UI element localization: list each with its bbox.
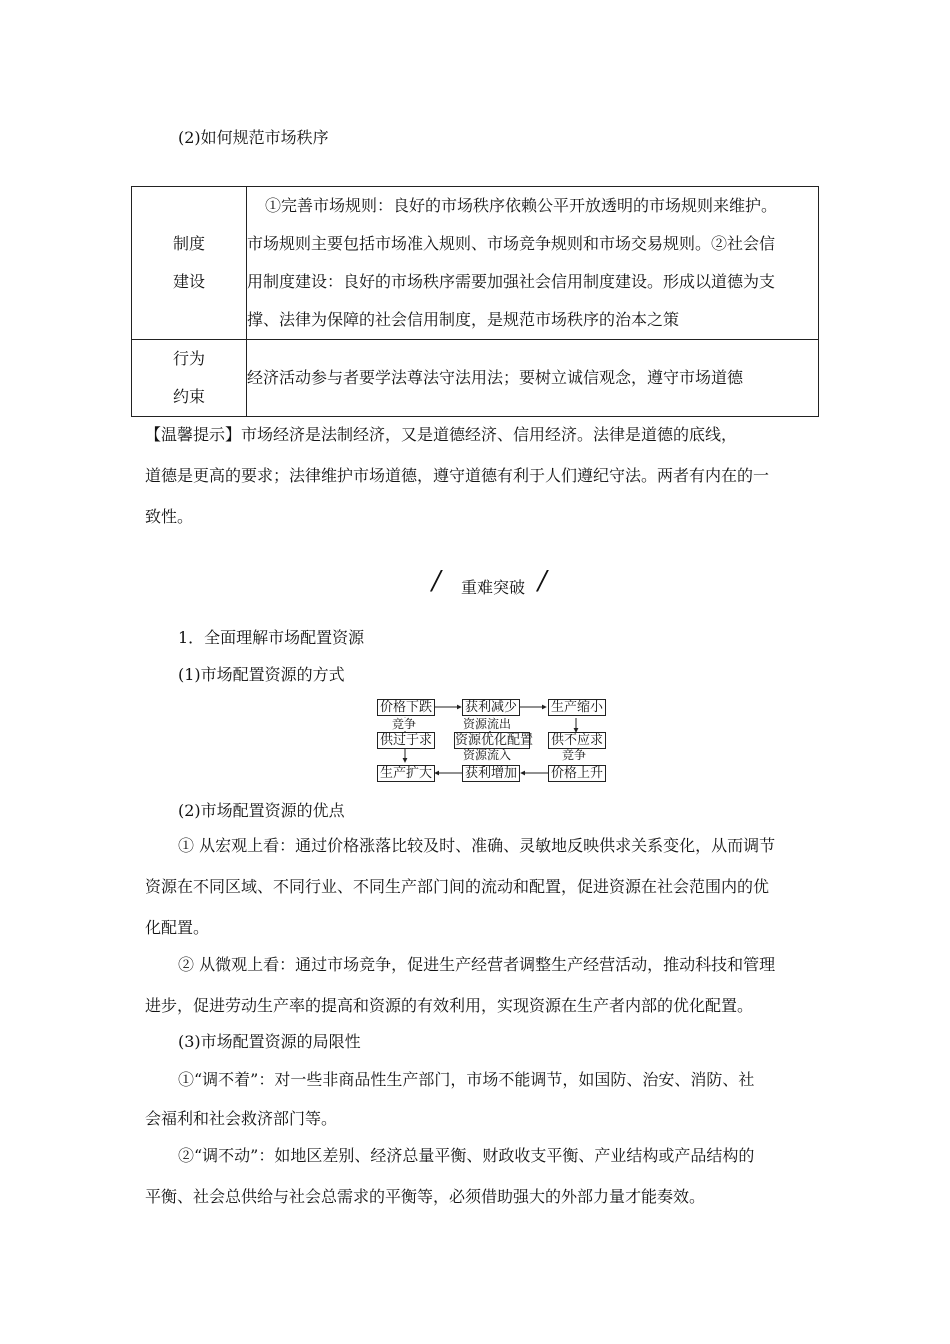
flow-box-production-expand: 生产扩大	[377, 765, 435, 782]
row-content-behavior	[247, 340, 819, 417]
row-label-behavior-b: 约束	[172, 387, 205, 406]
row-content-line: 用制度建设：良好的市场秩序需要加强社会信用制度建设。形成以道德为支	[247, 272, 776, 291]
flow-label-compete-left: 竞争	[392, 717, 417, 731]
row-label-behavior	[132, 340, 247, 417]
row-content-line: 撑、法律为保障的社会信用制度，是规范市场秩序的治本之策	[247, 310, 680, 329]
flow-box-price-up: 价格上升	[548, 765, 606, 782]
slash-left-icon: /	[432, 566, 441, 596]
section-title: 重难突破	[461, 578, 526, 597]
flow-label-resource-in: 资源流入	[463, 748, 512, 762]
tip-line: 道德是更高的要求；法律维护市场道德，遵守道德有利于人们遵纪守法。两者有内在的一	[145, 466, 770, 485]
sub-heading-advantages: (2)市场配置资源的优点	[178, 801, 345, 820]
table-row-system	[132, 187, 819, 340]
flow-box-price-down: 价格下跌	[377, 699, 435, 716]
flow-label-resource-out: 资源流出	[463, 717, 512, 731]
macro-line: 资源在不同区域、不同行业、不同生产部门间的流动和配置，促进资源在社会范围内的优	[145, 877, 770, 896]
micro-line: 进步，促进劳动生产率的提高和资源的有效利用，实现资源在生产者内部的优化配置。	[145, 996, 754, 1015]
slash-right-icon: /	[538, 566, 547, 596]
limit-line: ②“调不动”：如地区差别、经济总量平衡、财政收支平衡、产业结构或产品结构的	[178, 1146, 755, 1165]
tip-line: 【温馨提示】市场经济是法制经济，又是道德经济、信用经济。法律是道德的底线，	[145, 425, 738, 444]
flow-box-production-shrink: 生产缩小	[548, 699, 606, 716]
macro-line: 化配置。	[145, 918, 210, 937]
limit-line: 平衡、社会总供给与社会总需求的平衡等，必须借助强大的外部力量才能奏效。	[145, 1187, 706, 1206]
row-label-system-a: 制度	[172, 234, 205, 253]
market-flow-diagram	[376, 697, 606, 783]
item-heading: 1．全面理解市场配置资源	[178, 628, 365, 647]
sub-heading-method: (1)市场配置资源的方式	[178, 665, 345, 684]
sub-heading-limitations: (3)市场配置资源的局限性	[178, 1032, 361, 1051]
flow-box-optimize: 资源优化配置	[455, 733, 534, 748]
limit-line: ①“调不着”：对一些非商品性生产部门，市场不能调节，如国防、治安、消防、社	[178, 1070, 755, 1089]
section-heading-regulate: (2)如何规范市场秩序	[178, 128, 329, 147]
row-content-system	[247, 187, 819, 340]
row-content-line: 市场规则主要包括市场准入规则、市场竞争规则和市场交易规则。②社会信	[247, 234, 776, 253]
row-label-system	[132, 187, 247, 340]
micro-line: ② 从微观上看：通过市场竞争，促进生产经营者调整生产经营活动，推动科技和管理	[178, 955, 776, 974]
row-content-line: ①完善市场规则：良好的市场秩序依赖公平开放透明的市场规则来维护。	[265, 196, 778, 215]
row-label-behavior-a: 行为	[172, 349, 205, 368]
table-row-behavior	[132, 340, 819, 417]
flow-box-profit-down: 获利减少	[462, 699, 520, 716]
row-label-system-b: 建设	[172, 272, 205, 291]
macro-line: ① 从宏观上看：通过价格涨落比较及时、准确、灵敏地反映供求关系变化，从而调节	[178, 836, 776, 855]
regulation-table	[131, 186, 819, 417]
limit-line: 会福利和社会救济部门等。	[145, 1109, 338, 1128]
flow-box-profit-up: 获利增加	[462, 765, 520, 782]
flow-label-compete-right: 竞争	[562, 748, 587, 762]
tip-line: 致性。	[145, 507, 194, 526]
flow-box-supply-short: 供不应求	[548, 732, 606, 749]
flow-box-supply-exceeds: 供过于求	[377, 732, 435, 749]
row-content-line: 经济活动参与者要学法尊法守法用法；要树立诚信观念，遵守市场道德	[247, 368, 744, 387]
